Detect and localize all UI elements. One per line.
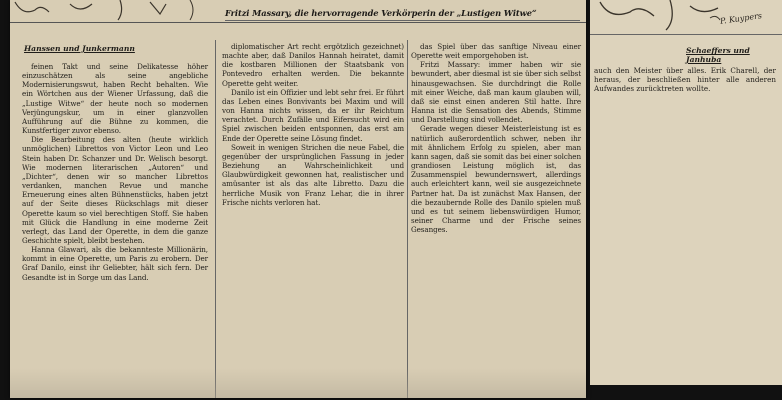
column-2 bbox=[222, 42, 404, 207]
column-divider bbox=[215, 40, 216, 398]
paragraph: diplomatischer Art recht ergötzlich gezeichnet) machte aber, daß Danilos Hannah heiratet, damit die kostbaren Millionen der Staatsbank von Pontevedro erhalten werden. Die bekannte Operette geht weiter. bbox=[222, 42, 404, 88]
caption-underline bbox=[225, 20, 580, 21]
paragraph: Die Bearbeitung des alten (heute wirklich unmöglichen) Librettos von Victor Leon und Leo Stein haben Dr. Schanzer und Dr. Welisch besorgt. Wie modernen literarischen „Autoren“ und „Dichter“, denen wir so mancher Librettos verdanken, manchen Revue und manche Erneuerung eines alten Bühnenstücks, haben jetzt auf der Seite dieses Rückschlags mit dieser Operette kaum so viel berechtigen Stoff. Sie haben mit Glück die Handlung in eine moderne Zeit verlegt, das Land der Operette, in dem die ganze Geschichte spielt, bleibt bestehen. bbox=[22, 135, 208, 245]
paragraph: Soweit in wenigen Strichen die neue Fabel, die gegenüber der ursprünglichen Fassung in jeder Beziehung an Wahrscheinlichkeit und Glaubwürdigkeit gewonnen hat, realistischer und amüsanter ist als das alte Libretto. Dazu die herrliche Musik von Franz Lehar, die in ihrer Frische nichts verloren hat. bbox=[222, 142, 404, 207]
column-divider bbox=[407, 40, 408, 398]
newspaper-clipping bbox=[10, 0, 586, 398]
artist-signature: P. Kuypers bbox=[719, 11, 763, 26]
paragraph: das Spiel über das sanftige Niveau einer Operette weit emporgehoben ist. bbox=[411, 42, 581, 61]
paragraph: Danilo ist ein Offizier und lebt sehr frei. Er führt das Leben eines Bonvivants bei Maxim und will von Hanna nichts wissen, da er ihr Reichtum verachtet. Durch Zufälle und Eifersucht wird ein Spiel zwischen beiden entsponnen, das erst am Ende der Operette seine Lösung findet. bbox=[222, 87, 404, 143]
paragraph: Hanna Glawari, als die bekannteste Millionärin, kommt in eine Operette, um Paris zu erobern. Der Graf Danilo, einst ihr Geliebter, hält sich fern. Der Gesandte ist in Sorge um das Land. bbox=[22, 245, 208, 282]
column-3 bbox=[411, 42, 581, 234]
column-1 bbox=[22, 62, 208, 282]
paragraph: feinen Takt und seine Delikatesse höher einzuschätzen als seine angebliche Modernisierungswut, haben Recht behalten. Wie ein Wörtchen aus der Wiener Urfassung, daß die „Lustige Witwe“ der heute noch so modernen Verjüngungskur, um in einer glanzvollen Aufführung auf die Bühne zu kommen, die Kunstfertiger zuvor ebenso. bbox=[22, 62, 208, 136]
newspaper-clipping-right bbox=[590, 0, 782, 385]
paragraph: Gerade wegen dieser Meisterleistung ist es natürlich außerordentlich schwer, neben ihr mit ähnlichem Erfolg zu spielen, aber man kann sagen, daß sie somit das bei einer solchen grandiosen Leistung möglich ist, das Zusammenspiel bewundernswert, allerdings auch erleichtert kann, weil sie ausgezeichnete Partner hat. Da ist zunächst Max Hansen, der die bezaubernde Rolle des Danilo spielen muß und es tut seinem liebenswürdigen Humor, seiner Charme und der Frische seines Gesanges. bbox=[411, 124, 581, 235]
credit-right: Schaeffers und Janhuba bbox=[686, 46, 750, 64]
paragraph: Fritzi Massary: immer haben wir sie bewundert, aber diesmal ist sie über sich selbst hinausgewachsen. Sie durchdringt die Rolle mit einer Weiche, daß man kaum glauben will, daß sie einst einen anderen Stil hatte. Ihre Hanna ist die Sensation des Abends, Stimme und Darstellung sind vollendet. bbox=[411, 60, 581, 125]
column-right bbox=[594, 66, 776, 93]
paragraph: auch den Meister über alles. Erik Charell, der heraus, der beschließen hinter alle anderen Aufwandes zurücktreten wollte. bbox=[594, 66, 776, 94]
paper-shadow bbox=[10, 368, 586, 398]
sketch-underline bbox=[590, 34, 782, 35]
credit-left: Hanssen und Junkermann bbox=[24, 44, 135, 53]
photo-caption: Fritzi Massary, die hervorragende Verkörperin der „Lustigen Witwe“ bbox=[225, 8, 537, 18]
